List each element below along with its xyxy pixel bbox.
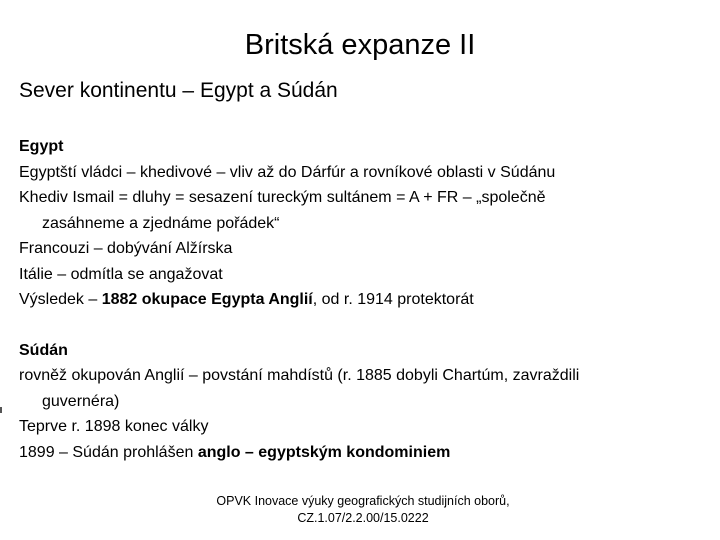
edge-mark — [0, 407, 2, 413]
egypt-line-ismail-cont: zasáhneme a zjednáme pořádek“ — [42, 214, 280, 232]
egypt-line-rulers: Egyptští vládci – khedivové – vliv až do Dárfúr a rovníkové oblasti v Súdánu — [19, 163, 556, 181]
egypt-line-italy: Itálie – odmítla se angažovat — [19, 265, 223, 283]
result-prefix: Výsledek – — [19, 291, 102, 308]
condominium-prefix: 1899 – Súdán prohlášen — [19, 443, 198, 461]
slide-footer — [0, 493, 720, 527]
sudan-line-war-end: Teprve r. 1898 konec války — [19, 418, 209, 435]
slide-title: Britská expanze II — [244, 29, 476, 61]
footer-line-project: OPVK Inovace výuky geografických studijních oborů, — [216, 494, 510, 508]
sudan-line-condominium — [19, 440, 699, 466]
sudan-line-occupation-cont: guvernéra) — [42, 392, 120, 410]
condominium-bold: anglo – egyptským kondominiem — [197, 443, 451, 461]
egypt-line-result — [19, 287, 699, 313]
result-bold: 1882 okupace Egypta Anglií — [101, 291, 313, 308]
egypt-line-ismail: Khediv Ismail = dluhy = sesazení tureckým sultánem = A + FR – „společně — [19, 189, 546, 206]
egypt-line-france: Francouzi – dobývání Alžírska — [19, 240, 233, 257]
section-gap — [19, 313, 699, 338]
result-suffix: , od r. 1914 protektorát — [312, 291, 474, 308]
slide-subtitle: Sever kontinentu – Egypt a Súdán — [19, 79, 338, 102]
sudan-line-occupation: rovněž okupován Anglií – povstání mahdístů (r. 1885 dobyli Chartúm, zavraždili — [19, 367, 580, 384]
footer-line-code: CZ.1.07/2.2.00/15.0222 — [297, 511, 429, 525]
egypt-heading: Egypt — [19, 138, 64, 155]
sudan-heading: Súdán — [19, 341, 68, 359]
slide-body — [19, 134, 699, 465]
